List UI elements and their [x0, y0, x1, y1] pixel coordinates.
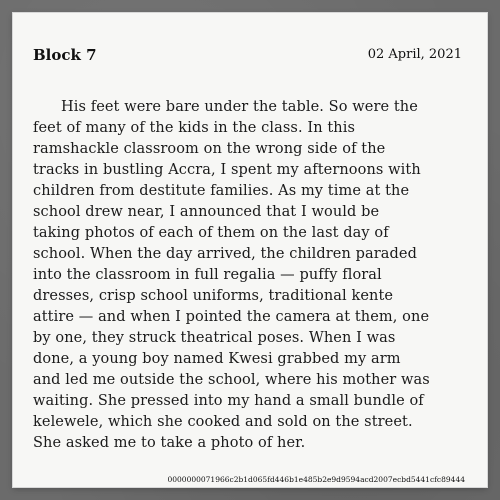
body-line: dresses, crisp school uniforms, traditional kente — [33, 288, 394, 304]
document-card — [13, 13, 487, 487]
body-line: His feet were bare under the table. So were the — [61, 99, 418, 115]
body-line: and led me outside the school, where his mother was — [33, 372, 430, 388]
body-line: children from destitute families. As my time at the — [33, 183, 410, 199]
block-hash: 0000000071966c2b1d065fd446b1e485b2e9d9594acd2007ecbd5441cfc89444 — [167, 475, 465, 484]
body-line: waiting. She pressed into my hand a small bundle of — [33, 393, 424, 409]
block-date: 02 April, 2021 — [367, 47, 462, 62]
body-line: school drew near, I announced that I would be — [33, 204, 380, 220]
body-line: by one, they struck theatrical poses. When I was — [33, 330, 396, 346]
body-line: into the classroom in full regalia — puffy floral — [33, 267, 382, 283]
block-header — [33, 46, 462, 70]
body-line: attire — and when I pointed the camera at them, one — [33, 309, 430, 325]
body-line: taking photos of each of them on the last day of — [33, 225, 389, 241]
body-line: ramshackle classroom on the wrong side of the — [33, 141, 386, 157]
body-line: tracks in bustling Accra, I spent my afternoons with — [33, 162, 421, 178]
body-line: feet of many of the kids in the class. In this — [33, 120, 355, 136]
body-paragraph — [33, 97, 478, 454]
body-line: She asked me to take a photo of her. — [33, 435, 306, 451]
body-line: school. When the day arrived, the children paraded — [33, 246, 417, 262]
body-line: done, a young boy named Kwesi grabbed my arm — [33, 351, 401, 367]
block-title: Block 7 — [33, 46, 97, 64]
body-line: kelewele, which she cooked and sold on the street. — [33, 414, 413, 430]
